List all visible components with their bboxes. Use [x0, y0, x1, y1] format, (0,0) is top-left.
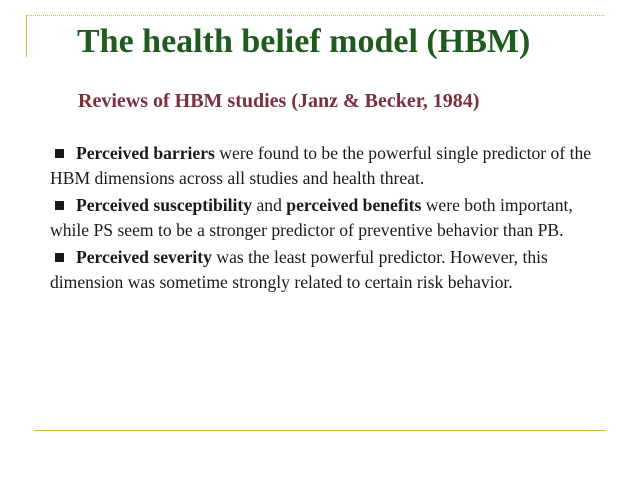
bullet-term: Perceived susceptibility [76, 195, 253, 215]
slide-title: The health belief model (HBM) [77, 23, 531, 60]
slide-subtitle: Reviews of HBM studies (Janz & Becker, 1984) [78, 90, 480, 112]
bottom-divider [34, 430, 606, 431]
bullet-term-secondary: perceived benefits [286, 195, 422, 215]
bullet-text: were found to be the powerful single predictor of the HBM dimensions across all studies and health threat. [50, 143, 592, 188]
bullet-text: were both important, while PS seem to be a stronger predictor of preventive behavior than PB. [50, 195, 573, 240]
top-divider [26, 15, 604, 16]
bullet-perceived-susceptibility [50, 193, 602, 243]
bullet-term: Perceived severity [76, 247, 212, 267]
bullet-perceived-barriers [50, 141, 602, 191]
bullet-list [50, 141, 602, 297]
square-bullet-icon [55, 201, 64, 210]
bullet-text: was the least powerful predictor. However, this dimension was sometime strongly related to certain risk behavior. [50, 247, 548, 292]
left-accent-divider [26, 15, 27, 57]
square-bullet-icon [55, 149, 64, 158]
bullet-term: Perceived barriers [76, 143, 215, 163]
bullet-perceived-severity [50, 245, 602, 295]
bullet-connector-text: and [252, 195, 287, 215]
square-bullet-icon [55, 253, 64, 262]
